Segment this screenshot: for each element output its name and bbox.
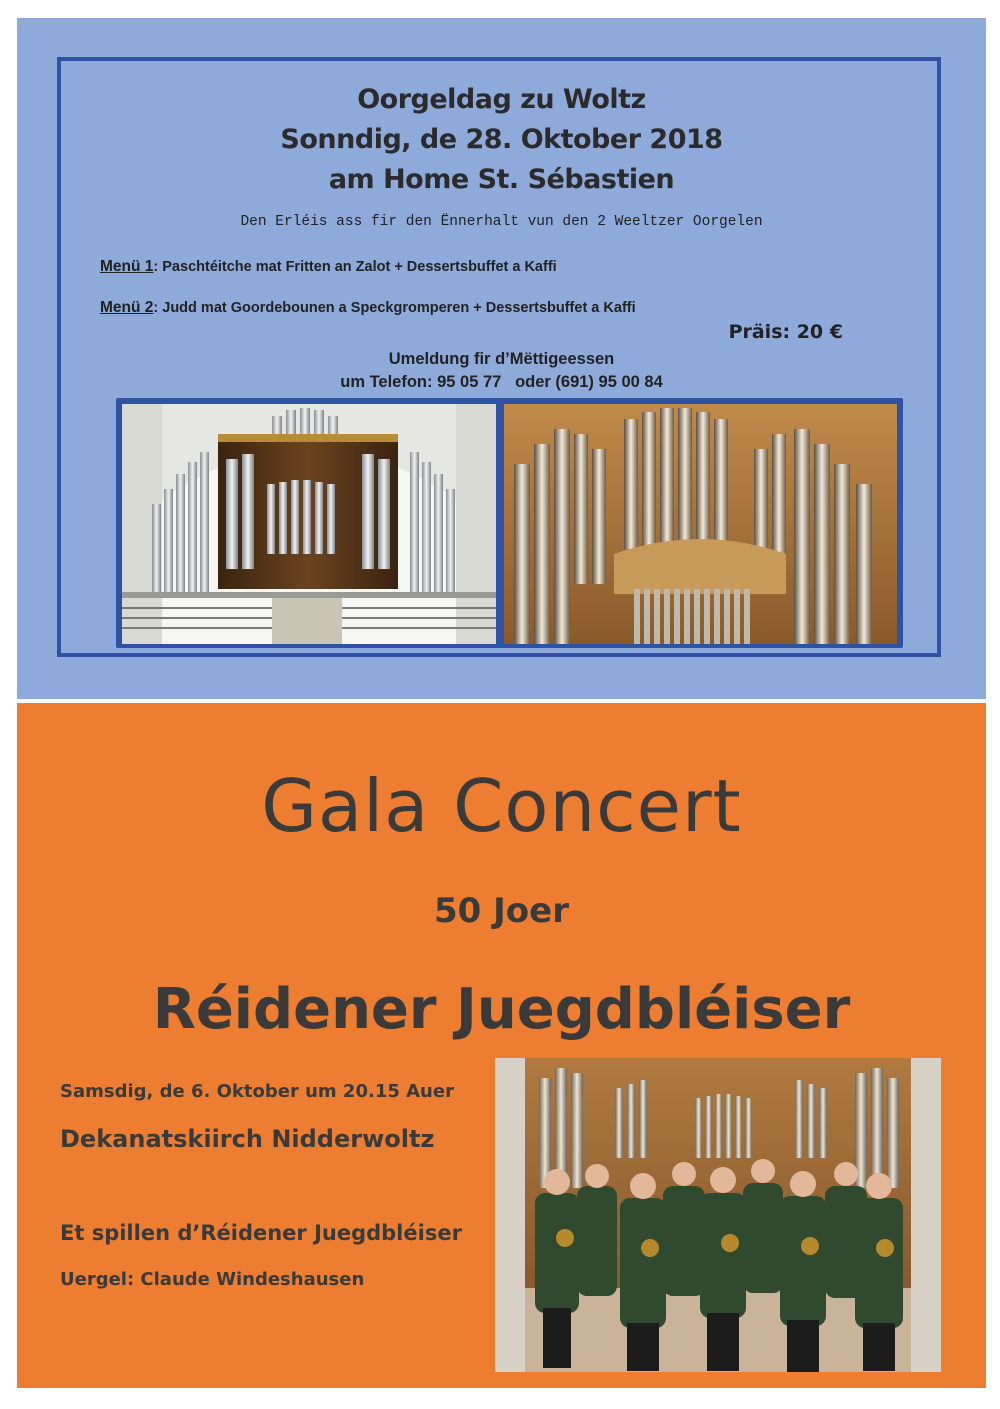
church-organ-photo xyxy=(122,404,496,644)
price: Präis: 20 € xyxy=(728,321,843,343)
menu-1-text: : Paschtéitche mat Fritten an Zalot + Dessertsbuffet a Kaffi xyxy=(153,259,557,275)
concert-venue: Dekanatskiirch Nidderwoltz xyxy=(60,1125,435,1153)
organ-day-panel xyxy=(17,18,986,699)
organ-photos xyxy=(116,398,903,648)
organ-day-title: Oorgeldag zu Woltz xyxy=(357,84,646,115)
menu-1 xyxy=(100,258,557,276)
anniversary: 50 Joer xyxy=(434,891,569,931)
band-name: Réidener Juegdbléiser xyxy=(152,977,851,1042)
gala-title: Gala Concert xyxy=(261,764,742,848)
registration-label: Umeldung fir d’Mëttigeessen xyxy=(388,350,615,368)
gala-concert-panel xyxy=(17,703,986,1388)
concert-date: Samsdig, de 6. Oktober um 20.15 Auer xyxy=(60,1081,454,1102)
organ-day-venue: am Home St. Sébastien xyxy=(328,164,675,195)
organ-day-date: Sonndig, de 28. Oktober 2018 xyxy=(280,124,723,155)
band-photo xyxy=(495,1058,941,1372)
organist: Uergel: Claude Windeshausen xyxy=(60,1269,365,1290)
modern-organ-photo xyxy=(504,404,897,644)
performers: Et spillen d’Réidener Juegdbléiser xyxy=(60,1221,462,1245)
menu-2 xyxy=(100,299,636,317)
menu-1-label: Menü 1 xyxy=(100,258,154,275)
menu-2-label: Menü 2 xyxy=(100,299,154,316)
registration-phone: um Telefon: 95 05 77 oder (691) 95 00 84 xyxy=(340,373,663,391)
menu-2-text: : Judd mat Goordebounen a Speckgromperen + Dessertsbuffet a Kaffi xyxy=(153,300,636,316)
organ-day-purpose: Den Erléis ass fir den Ënnerhalt vun den 2 Weeltzer Oorgelen xyxy=(240,214,763,230)
